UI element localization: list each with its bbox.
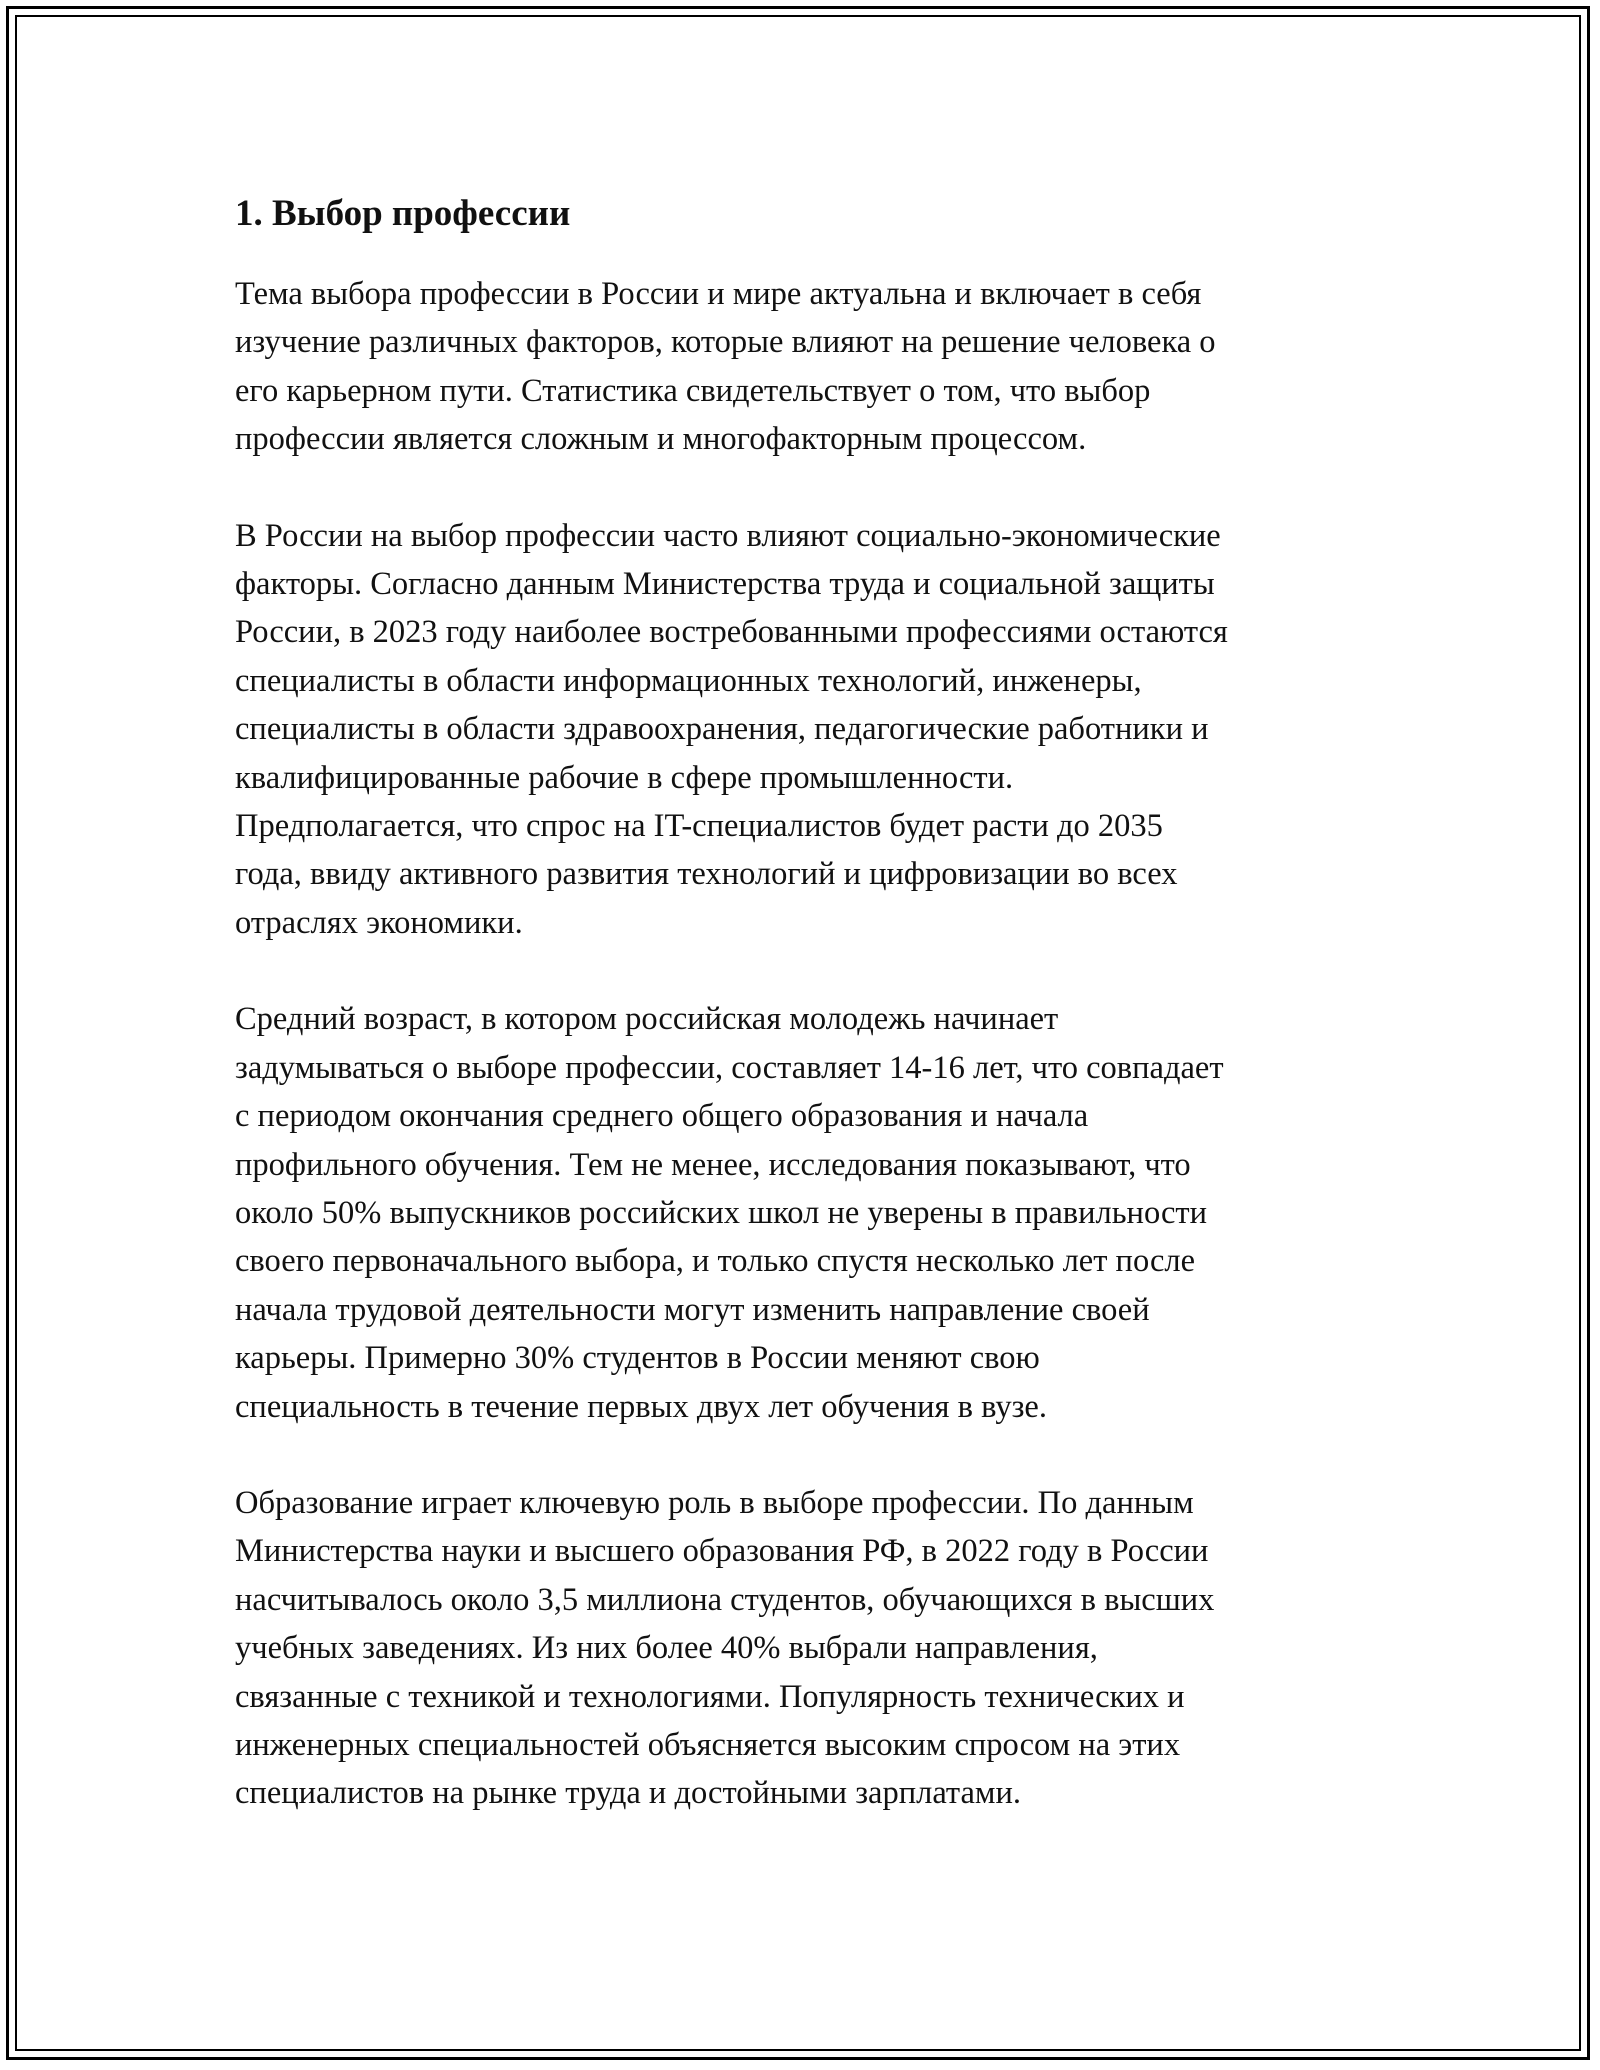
paragraph-socioeconomic-factors: В России на выбор профессии часто влияют социально-экономические факторы. Согласно данным Министерства труда и социальной защиты России, в 2023 году наиболее востребованными профессиями остаются специалисты в области информационных технологий, инженеры, специалисты в области здравоохранения, педагогические работники и квалифицированные рабочие в сфере промышленности. Предполагается, что спрос на IT-специалистов будет расти до 2035 года, ввиду активного развития технологий и цифровизации во всех отраслях экономики.: [235, 517, 1228, 941]
document-body: [235, 188, 1375, 1866]
paragraph-age-of-choice: Средний возраст, в котором российская молодежь начинает задумываться о выборе профессии, составляет 14-16 лет, что совпадает с периодом окончания среднего общего образования и начала профильного обучения. Тем не менее, исследования показывают, что около 50% выпускников российских школ не уверены в правильности своего первоначального выбора, и только спустя несколько лет после начала трудовой деятельности могут изменить направление своей карьеры. Примерно 30% студентов в России меняют свою специальность в течение первых двух лет обучения в вузе.: [235, 1001, 1224, 1425]
paragraph-intro: Тема выбора профессии в России и мире актуальна и включает в себя изучение различных факторов, которые влияют на решение человека о его карьерном пути. Статистика свидетельствует о том, что выбор профессии является сложным и многофакторным процессом.: [235, 276, 1216, 458]
section-heading: 1. Выбор профессии: [235, 193, 571, 234]
paragraph-education-role: Образование играет ключевую роль в выборе профессии. По данным Министерства науки и высшего образования РФ, в 2022 году в России насчитывалось около 3,5 миллиона студентов, обучающихся в высших учебных заведениях. Из них более 40% выбрали направления, связанные с техникой и технологиями. Популярность технических и инженерных специальностей объясняется высоким спросом на этих специалистов на рынке труда и достойными зарплатами.: [235, 1484, 1215, 1812]
